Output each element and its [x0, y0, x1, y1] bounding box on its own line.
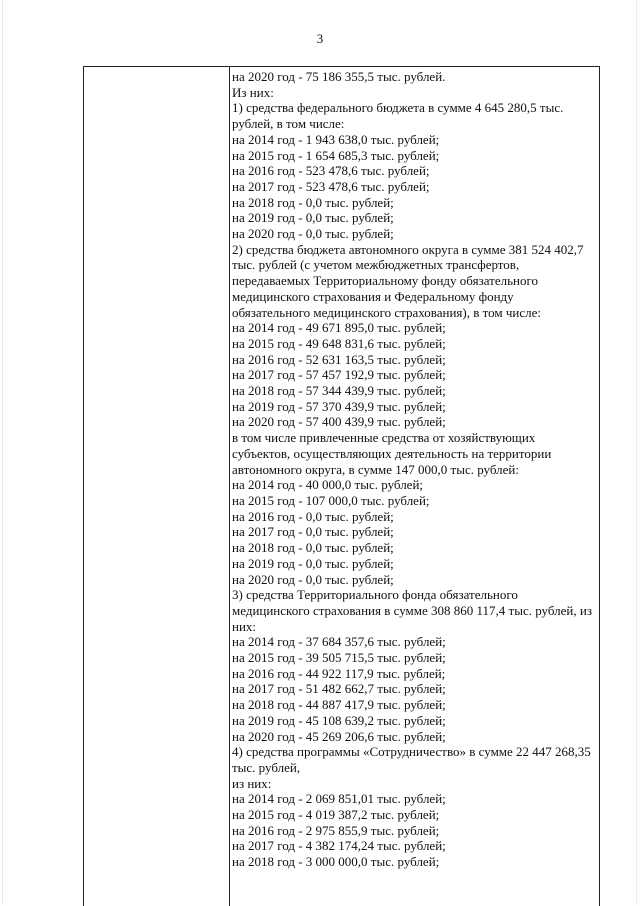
text-line: медицинского страхования и Федеральному фонду: [232, 288, 514, 304]
scan-edge-left: [2, 0, 3, 905]
text-line: на 2015 год - 39 505 715,5 тыс. рублей;: [232, 650, 446, 666]
text-line: на 2017 год - 51 482 662,7 тыс. рублей;: [232, 681, 446, 697]
text-line: на 2018 год - 0,0 тыс. рублей;: [232, 540, 394, 556]
text-line: тыс. рублей,: [232, 759, 301, 775]
text-line: на 2018 год - 0,0 тыс. рублей;: [232, 194, 394, 210]
text-line: на 2014 год - 37 684 357,6 тыс. рублей;: [232, 634, 446, 650]
text-line: на 2014 год - 40 000,0 тыс. рублей;: [232, 477, 424, 493]
text-line: на 2016 год - 523 478,6 тыс. рублей;: [232, 163, 430, 179]
text-line: на 2015 год - 49 648 831,6 тыс. рублей;: [232, 335, 446, 351]
table-right-cell: [232, 69, 594, 870]
text-line: на 2016 год - 2 975 855,9 тыс. рублей;: [232, 822, 440, 838]
text-line: на 2018 год - 3 000 000,0 тыс. рублей;: [232, 854, 440, 870]
text-line: из них:: [232, 775, 272, 791]
text-line: на 2020 год - 57 400 439,9 тыс. рублей;: [232, 414, 446, 430]
table-left-cell: [84, 67, 230, 906]
text-line: на 2016 год - 44 922 117,9 тыс. рублей;: [232, 665, 446, 681]
text-line: на 2019 год - 0,0 тыс. рублей;: [232, 555, 394, 571]
text-line: 4) средства программы «Сотрудничество» в сумме 22 447 268,35: [232, 744, 591, 760]
text-line: на 2020 год - 75 186 355,5 тыс. рублей.: [232, 69, 446, 84]
document-table: [83, 66, 600, 906]
text-line: на 2018 год - 57 344 439,9 тыс. рублей;: [232, 383, 446, 399]
text-line: на 2017 год - 57 457 192,9 тыс. рублей;: [232, 367, 446, 383]
text-line: обязательного медицинского страхования), в том числе:: [232, 304, 541, 320]
text-line: на 2019 год - 45 108 639,2 тыс. рублей;: [232, 712, 446, 728]
text-line: на 2019 год - 0,0 тыс. рублей;: [232, 210, 394, 226]
text-line: в том числе привлеченные средства от хозяйствующих: [232, 430, 536, 446]
text-line: на 2020 год - 0,0 тыс. рублей;: [232, 571, 394, 587]
text-line: 3) средства Территориального фонда обязательного: [232, 587, 518, 603]
scan-edge-right: [636, 0, 637, 905]
text-line: на 2014 год - 1 943 638,0 тыс. рублей;: [232, 131, 440, 147]
text-line: тыс. рублей (с учетом межбюджетных трансфертов,: [232, 257, 520, 273]
text-line: автономного округа, в сумме 147 000,0 тыс. рублей:: [232, 461, 519, 477]
text-line: на 2014 год - 2 069 851,01 тыс. рублей;: [232, 791, 446, 807]
text-line: на 2020 год - 0,0 тыс. рублей;: [232, 226, 394, 242]
text-line: на 2016 год - 0,0 тыс. рублей;: [232, 508, 394, 524]
text-line: рублей, в том числе:: [232, 116, 345, 132]
text-line: на 2017 год - 4 382 174,24 тыс. рублей;: [232, 838, 446, 854]
text-line: на 2018 год - 44 887 417,9 тыс. рублей;: [232, 697, 446, 713]
text-line: субъектов, осуществляющих деятельность на территории: [232, 445, 552, 461]
text-line: на 2014 год - 49 671 895,0 тыс. рублей;: [232, 320, 446, 336]
text-line: на 2015 год - 107 000,0 тыс. рублей;: [232, 492, 430, 508]
text-line: на 2015 год - 4 019 387,2 тыс. рублей;: [232, 807, 440, 823]
text-line: 2) средства бюджета автономного округа в сумме 381 524 402,7: [232, 241, 584, 257]
text-line: на 2019 год - 57 370 439,9 тыс. рублей;: [232, 398, 446, 414]
page-number: 3: [316, 31, 324, 46]
text-line: на 2017 год - 523 478,6 тыс. рублей;: [232, 178, 430, 194]
text-line: на 2015 год - 1 654 685,3 тыс. рублей;: [232, 147, 440, 163]
text-line: Из них:: [232, 84, 274, 100]
text-line: на 2016 год - 52 631 163,5 тыс. рублей;: [232, 351, 446, 367]
text-line: медицинского страхования в сумме 308 860 117,4 тыс. рублей, из: [232, 602, 592, 618]
text-line: передаваемых Территориальному фонду обязательного: [232, 273, 538, 289]
text-line: на 2017 год - 0,0 тыс. рублей;: [232, 524, 394, 540]
text-line: них:: [232, 618, 257, 634]
text-line: на 2020 год - 45 269 206,6 тыс. рублей;: [232, 728, 446, 744]
text-line: 1) средства федерального бюджета в сумме 4 645 280,5 тыс.: [232, 100, 564, 116]
